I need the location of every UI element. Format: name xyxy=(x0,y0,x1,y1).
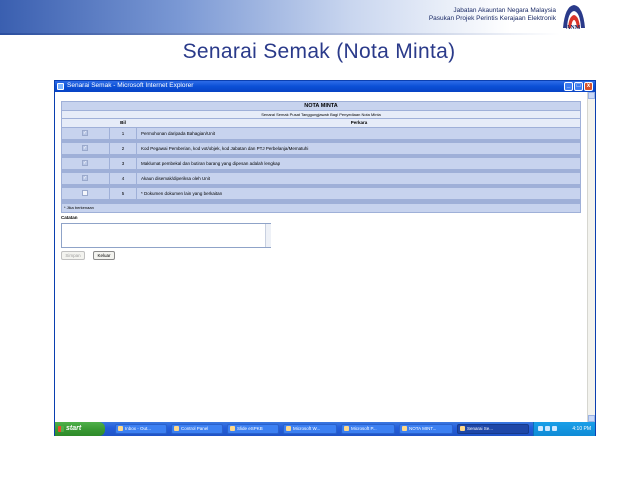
taskbar-item[interactable]: NOTA MINT... xyxy=(399,424,453,434)
taskbar xyxy=(55,422,595,436)
close-button[interactable]: x xyxy=(584,82,593,91)
windows-logo-icon xyxy=(58,426,64,432)
taskbar-item[interactable]: Control Panel xyxy=(171,424,223,434)
browser-window xyxy=(54,80,596,436)
organization-name: Jabatan Akauntan Negara Malaysia xyxy=(453,7,556,14)
slide-title: Senarai Semak (Nota Minta) xyxy=(182,40,456,63)
taskbar-item[interactable]: Microsoft P... xyxy=(341,424,395,434)
outlook-icon xyxy=(118,426,123,431)
checklist-table xyxy=(61,101,581,213)
taskbar-item-active[interactable]: Senarai Se... xyxy=(457,424,529,434)
tray-icon[interactable] xyxy=(552,426,557,431)
table-row xyxy=(62,158,580,169)
item-description: Akaun disemak/diperiksa oleh Unit xyxy=(137,173,580,184)
system-tray xyxy=(533,422,595,436)
start-label: start xyxy=(66,425,82,432)
item-description: Maklumat pembekal dan butiran barang yang dipesan adalah lengkap xyxy=(137,158,580,169)
taskbar-item[interactable]: Slide eSPKB xyxy=(227,424,279,434)
logo-label: ANM xyxy=(566,25,581,31)
item-checkbox[interactable] xyxy=(82,190,88,196)
item-number: 4 xyxy=(110,173,136,184)
catatan-label: Catatan xyxy=(61,215,78,220)
word-icon xyxy=(286,426,291,431)
tray-icon[interactable] xyxy=(538,426,543,431)
column-header-bil: Bil xyxy=(120,120,126,125)
item-description: Kod Pegawai Pemberian, kod vot/objek, kod Jabatan dan PTJ Perbelanja/Mematuhi xyxy=(137,143,580,154)
taskbar-item[interactable]: Microsoft W... xyxy=(283,424,337,434)
save-button[interactable]: Simpan xyxy=(61,251,85,260)
table-header-row xyxy=(62,119,580,127)
catatan-scrollbar[interactable] xyxy=(265,224,271,247)
item-number: 3 xyxy=(110,158,136,169)
folder-icon xyxy=(174,426,179,431)
header-divider xyxy=(0,33,560,35)
table-subtitle: Senarai Semak Pusat Tanggungjawab Bagi Penyediaan Nota Minta xyxy=(62,111,580,118)
internet-explorer-icon xyxy=(57,83,64,90)
item-number: 2 xyxy=(110,143,136,154)
window-title: Senarai Semak - Microsoft Internet Explorer xyxy=(67,82,194,89)
optional-marker: * xyxy=(141,191,143,196)
folder-icon xyxy=(230,426,235,431)
table-row xyxy=(62,128,580,139)
table-footnote: * Jika berkenaan xyxy=(62,204,580,212)
start-button[interactable] xyxy=(55,422,105,436)
item-description-text: Dokumen dokumen lain yang berkaitan xyxy=(144,191,223,196)
item-description xyxy=(137,188,580,199)
item-description: Permohonan daripada Bahagian/Unit xyxy=(137,128,580,139)
internet-explorer-icon xyxy=(460,426,465,431)
tray-icon[interactable] xyxy=(545,426,550,431)
clock: 4:10 PM xyxy=(572,426,591,432)
item-checkbox[interactable]: ✓ xyxy=(83,160,88,166)
window-titlebar xyxy=(55,81,595,92)
table-row xyxy=(62,173,580,184)
item-number: 1 xyxy=(110,128,136,139)
exit-button[interactable]: Keluar xyxy=(93,251,115,260)
item-checkbox[interactable]: ✓ xyxy=(83,175,88,181)
maximize-button[interactable]: □ xyxy=(574,82,583,91)
scroll-up-arrow-icon[interactable] xyxy=(588,92,595,99)
catatan-textarea[interactable] xyxy=(61,223,271,248)
item-checkbox[interactable]: ✓ xyxy=(83,145,88,151)
page-content xyxy=(55,92,587,422)
project-team-name: Pasukan Projek Perintis Kerajaan Elektronik xyxy=(428,15,556,22)
table-title: NOTA MINTA xyxy=(62,102,580,110)
page-scrollbar[interactable] xyxy=(587,92,595,422)
taskbar-item[interactable]: Inbox - Out... xyxy=(115,424,167,434)
minimize-button[interactable]: _ xyxy=(564,82,573,91)
table-row xyxy=(62,143,580,154)
column-header-perkara: Perkara xyxy=(350,120,368,125)
item-number: 5 xyxy=(110,188,136,199)
table-row xyxy=(62,188,580,199)
item-checkbox[interactable]: ✓ xyxy=(83,130,88,136)
scroll-down-arrow-icon[interactable] xyxy=(588,415,595,422)
internet-explorer-icon xyxy=(402,426,407,431)
powerpoint-icon xyxy=(344,426,349,431)
